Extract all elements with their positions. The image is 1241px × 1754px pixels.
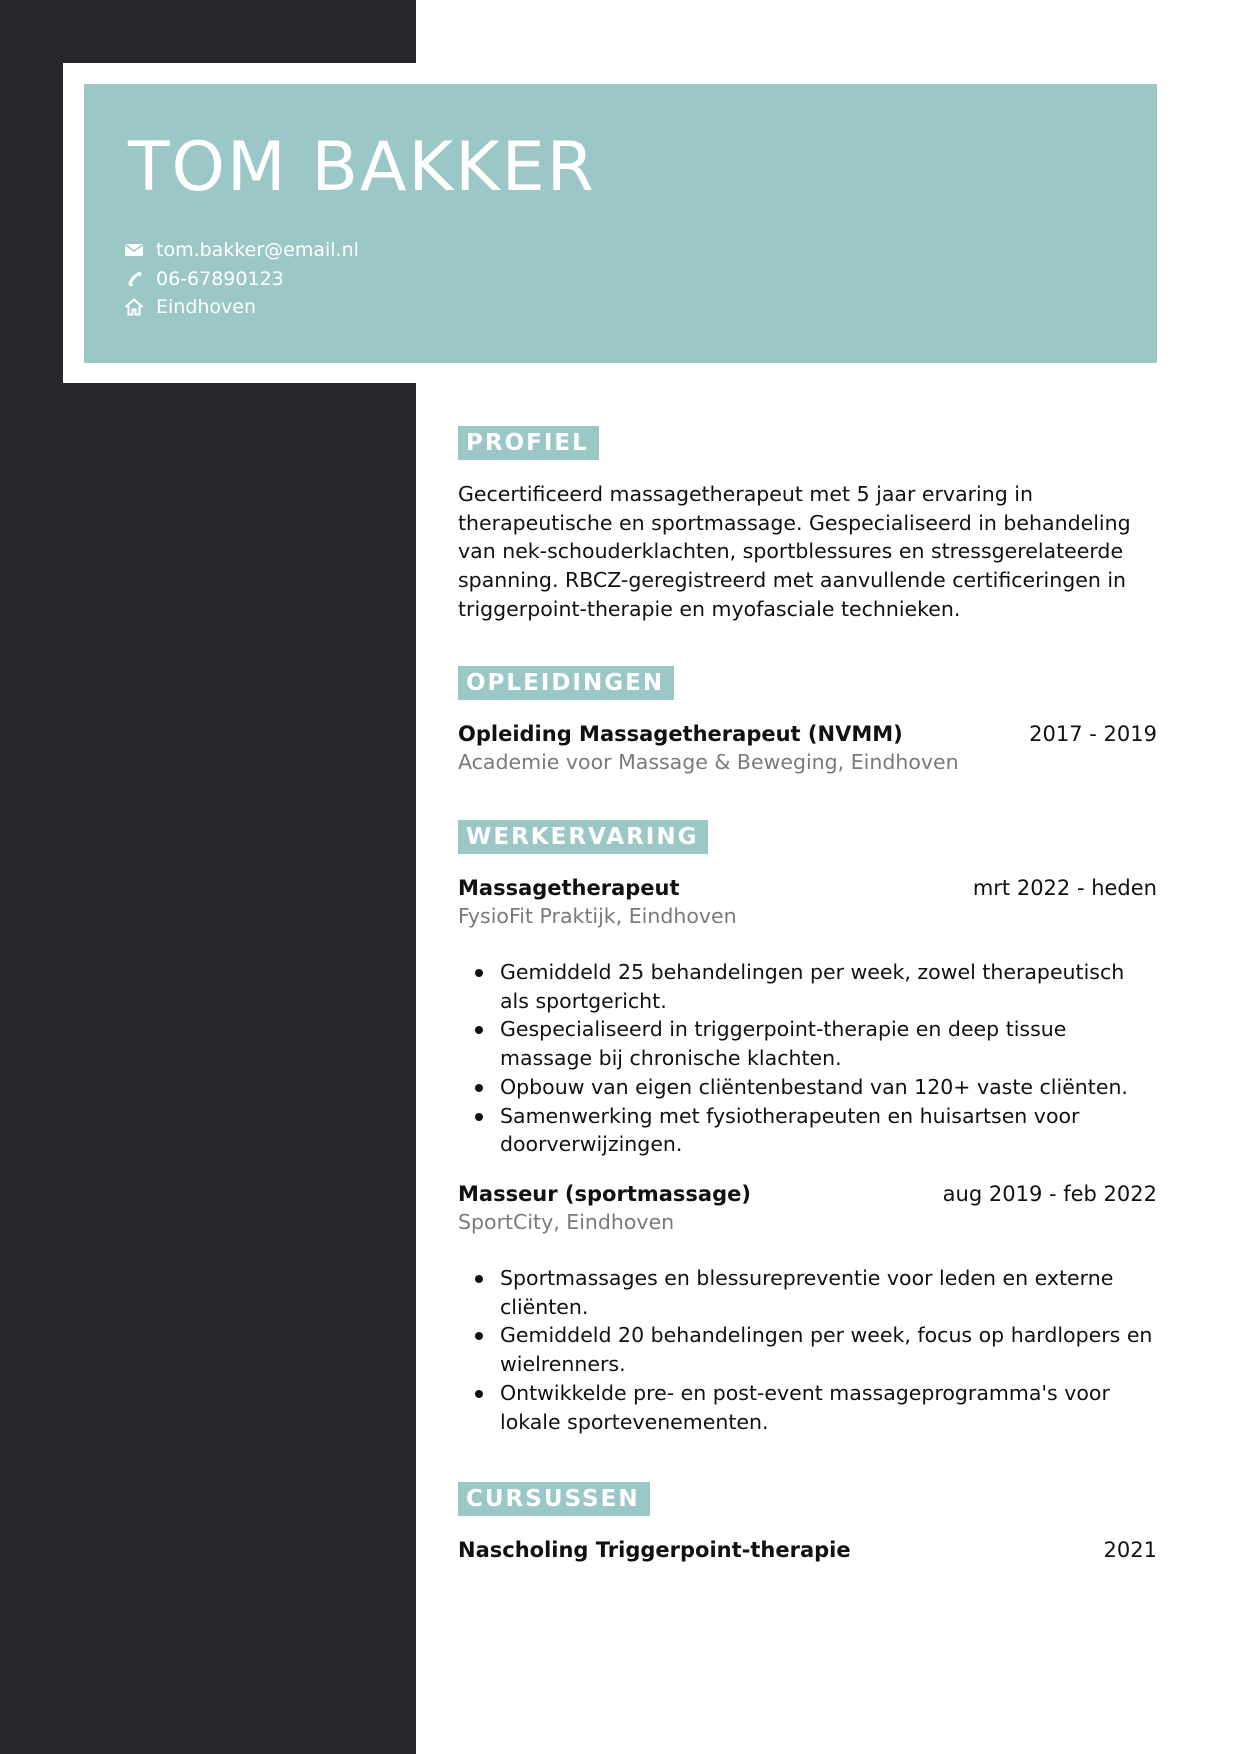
list-item: Gemiddeld 25 behandelingen per week, zowel therapeutisch als sportgericht. — [458, 958, 1157, 1015]
contact-email — [124, 236, 359, 265]
course-entry — [458, 1536, 1157, 1564]
list-item: Gemiddeld 20 behandelingen per week, focus op hardlopers en wielrenners. — [458, 1321, 1157, 1378]
education-date: 2017 - 2019 — [1029, 722, 1157, 746]
phone-icon — [124, 269, 144, 289]
job-date: aug 2019 - feb 2022 — [942, 1182, 1157, 1206]
course-entry-head — [458, 1536, 1157, 1564]
job-bullets — [458, 1264, 1157, 1436]
education-heading: OPLEIDINGEN — [458, 666, 674, 700]
job-title: Massagetherapeut — [458, 876, 680, 900]
profile-section — [458, 426, 1157, 624]
course-date: 2021 — [1103, 1538, 1157, 1562]
education-title: Opleiding Massagetherapeut (NVMM) — [458, 722, 903, 746]
courses-heading: CURSUSSEN — [458, 1482, 650, 1516]
profile-text: Gecertificeerd massagetherapeut met 5 jaar ervaring in therapeutische en sportmassage. Gespecialiseerd in behandeling van nek-schouderklachten, sportblessures en stressgerelateerde spanning. RBCZ-geregistreerd met aanvullende certificeringen in triggerpoint-therapie en myofasciale technieken. — [458, 482, 1131, 621]
experience-entry-head — [458, 874, 1157, 902]
job-employer: FysioFit Praktijk, Eindhoven — [458, 904, 737, 928]
experience-section — [458, 820, 1157, 1434]
experience-entry — [458, 1180, 1157, 1436]
list-item: Sportmassages en blessurepreventie voor leden en externe cliënten. — [458, 1264, 1157, 1321]
profile-heading: PROFIEL — [458, 426, 599, 460]
list-item: Ontwikkelde pre- en post-event massageprogramma's voor lokale sportevenementen. — [458, 1379, 1157, 1436]
job-title: Masseur (sportmassage) — [458, 1182, 751, 1206]
experience-entry — [458, 874, 1157, 1159]
course-title: Nascholing Triggerpoint-therapie — [458, 1538, 851, 1562]
job-employer: SportCity, Eindhoven — [458, 1210, 675, 1234]
phone-text: 06-67890123 — [156, 267, 284, 290]
home-icon — [124, 297, 144, 317]
envelope-icon — [124, 240, 144, 260]
experience-heading: WERKERVARING — [458, 820, 708, 854]
education-section — [458, 666, 1157, 776]
contact-list — [124, 236, 359, 322]
education-entry — [458, 720, 1157, 776]
header-banner — [84, 84, 1157, 363]
experience-entry-head — [458, 1180, 1157, 1208]
education-entry-head — [458, 720, 1157, 748]
location-text: Eindhoven — [156, 296, 257, 319]
contact-phone — [124, 265, 359, 294]
job-date: mrt 2022 - heden — [972, 876, 1157, 900]
list-item: Opbouw van eigen cliëntenbestand van 120+ vaste cliënten. — [458, 1073, 1157, 1102]
email-text: tom.bakker@email.nl — [156, 239, 359, 262]
courses-section — [458, 1482, 1157, 1564]
list-item: Gespecialiseerd in triggerpoint-therapie en deep tissue massage bij chronische klachten. — [458, 1015, 1157, 1072]
candidate-name: TOM BAKKER — [128, 128, 596, 207]
job-bullets — [458, 958, 1157, 1159]
list-item: Samenwerking met fysiotherapeuten en huisartsen voor doorverwijzingen. — [458, 1102, 1157, 1159]
education-institution: Academie voor Massage & Beweging, Eindhoven — [458, 750, 959, 774]
contact-location — [124, 293, 359, 322]
